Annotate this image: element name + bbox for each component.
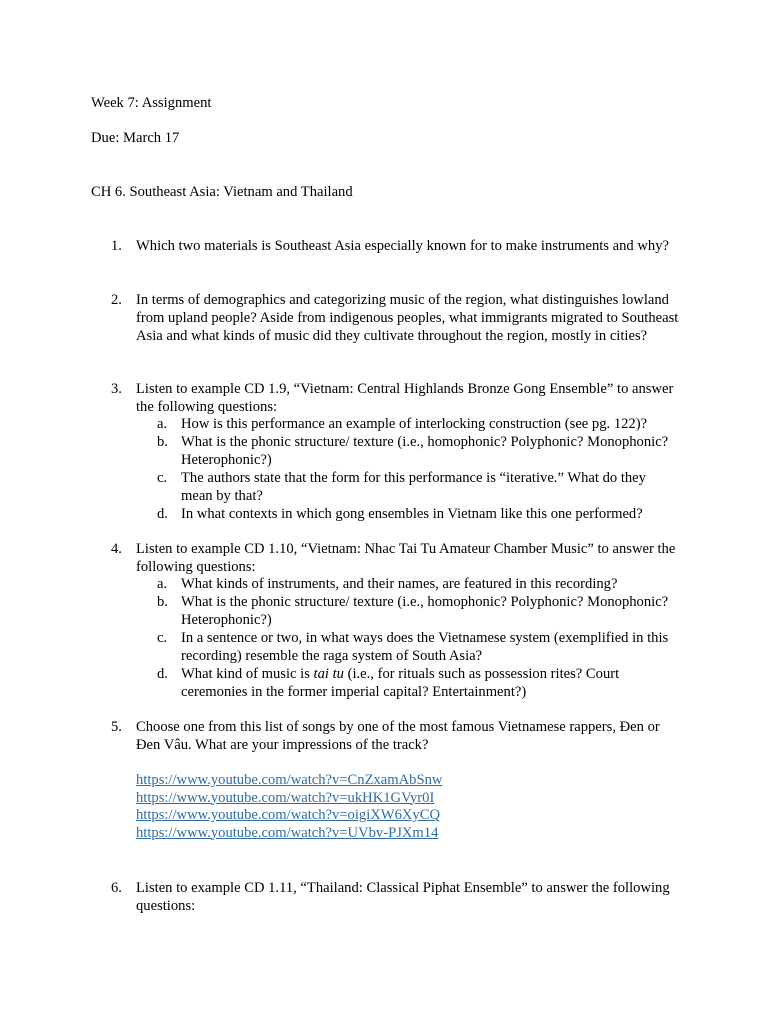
sub-text: What kind of music is tai tu (i.e., for rituals such as possession rites? Court ceremonies in the former imperial capital? Entertainment?): [181, 666, 620, 700]
sub-text: What kinds of instruments, and their names, are featured in this recording?: [181, 576, 618, 592]
question-number: 4.: [111, 541, 122, 557]
sub-text: In what contexts in which gong ensembles in Vietnam like this one performed?: [181, 506, 643, 522]
sub-letter: c.: [157, 630, 168, 646]
assignment-title: Week 7: Assignment: [91, 95, 212, 111]
song-link-1[interactable]: https://www.youtube.com/watch?v=CnZxamAbSnw: [136, 772, 443, 788]
question-text: Choose one from this list of songs by one of the most famous Vietnamese rappers, Đen or Đen Vâu. What are your impressions of the track?: [136, 719, 660, 753]
tai-tu-term: tai tu: [313, 666, 344, 682]
question-number: 1.: [111, 238, 122, 254]
due-date: Due: March 17: [91, 130, 180, 146]
sub-letter: a.: [157, 576, 168, 592]
sub-letter: a.: [157, 416, 168, 432]
question-number: 2.: [111, 292, 122, 308]
question-text: In terms of demographics and categorizing music of the region, what distinguishes lowland from upland people? Aside from indigenous peoples, what immigrants migrated to Southeast Asia and what kinds of music did they cultivate throughout the region, mostly in cities?: [136, 292, 679, 344]
question-text: Which two materials is Southeast Asia especially known for to make instruments and why?: [136, 238, 669, 254]
question-text: Listen to example CD 1.9, “Vietnam: Central Highlands Bronze Gong Ensemble” to answer the following questions:: [136, 381, 674, 415]
sub-text: The authors state that the form for this performance is “iterative.” What do they mean by that?: [181, 470, 646, 504]
question-text: Listen to example CD 1.10, “Vietnam: Nhac Tai Tu Amateur Chamber Music” to answer the following questions:: [136, 541, 676, 575]
question-number: 5.: [111, 719, 122, 735]
song-link-2[interactable]: https://www.youtube.com/watch?v=ukHK1GVyr0I: [136, 789, 435, 806]
song-links-list: [136, 771, 442, 841]
sub-text: What is the phonic structure/ texture (i.e., homophonic? Polyphonic? Monophonic? Heterophonic?): [181, 594, 669, 628]
sub-text: What is the phonic structure/ texture (i.e., homophonic? Polyphonic? Monophonic? Heterophonic?): [181, 434, 669, 468]
sub-letter: b.: [157, 594, 168, 610]
song-link-3[interactable]: https://www.youtube.com/watch?v=oigiXW6XyCQ: [136, 807, 440, 823]
song-link-4[interactable]: https://www.youtube.com/watch?v=UVbv-PJXm14: [136, 824, 439, 841]
sub-text: In a sentence or two, in what ways does the Vietnamese system (exemplified in this recording) resemble the raga system of South Asia?: [181, 630, 669, 664]
question-text: Listen to example CD 1.11, “Thailand: Classical Piphat Ensemble” to answer the following questions:: [136, 880, 670, 914]
sub-letter: d.: [157, 666, 168, 682]
question-number: 6.: [111, 880, 122, 896]
sub-letter: c.: [157, 470, 168, 486]
chapter-heading: CH 6. Southeast Asia: Vietnam and Thailand: [91, 184, 353, 200]
sub-letter: d.: [157, 506, 168, 522]
sub-text: How is this performance an example of interlocking construction (see pg. 122)?: [181, 416, 648, 432]
sub-letter: b.: [157, 434, 168, 450]
question-number: 3.: [111, 381, 122, 397]
